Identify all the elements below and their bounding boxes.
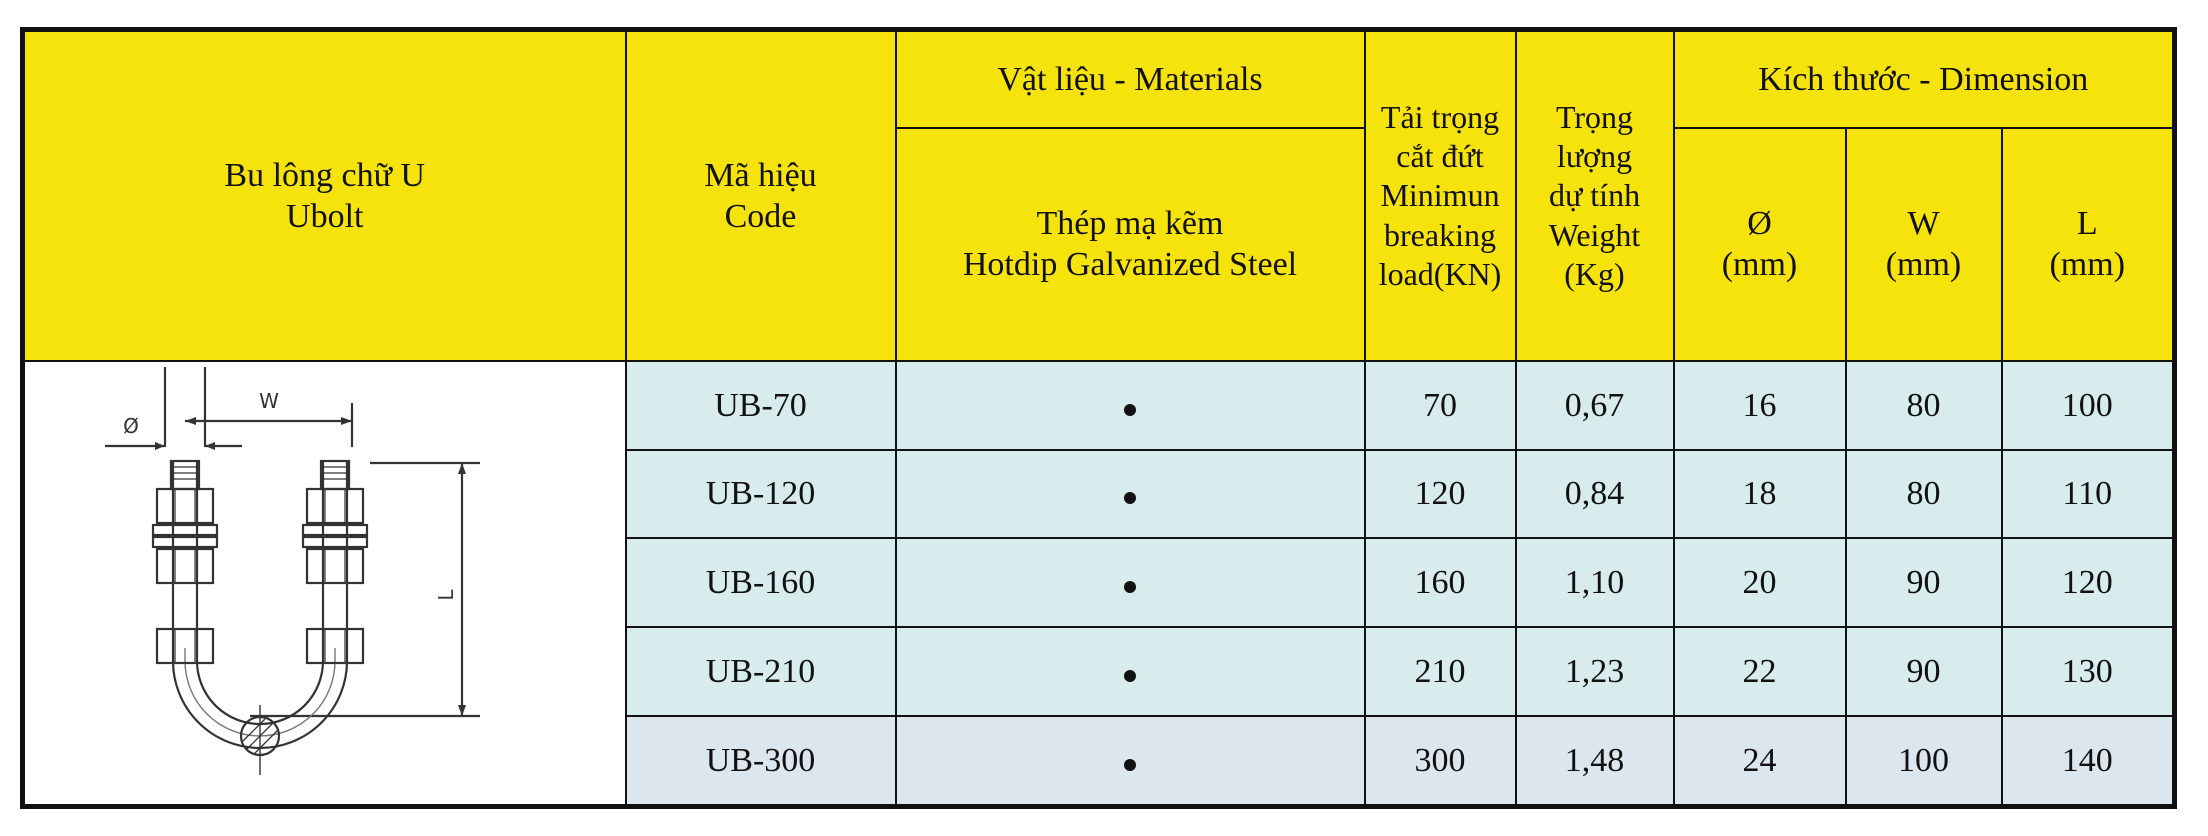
header-material-en: Hotdip Galvanized Steel: [962, 246, 1298, 284]
header-load-line: breaking: [1384, 216, 1496, 253]
ubolt-drawing: [25, 363, 625, 803]
ubolt-drawing-cell: [23, 361, 626, 807]
header-product-en: Ubolt: [286, 197, 364, 235]
row-weight: 1,48: [1516, 716, 1674, 807]
row-code: UB-120: [626, 450, 896, 539]
row-width: 80: [1846, 361, 2002, 450]
header-weight: [1516, 30, 1674, 361]
header-dim-length: [2002, 128, 2175, 361]
row-material-mark: [896, 538, 1365, 627]
bullet-dot: [1124, 670, 1136, 682]
dim-symbol: L: [2076, 204, 2098, 242]
header-code: [626, 30, 896, 361]
header-load-line: Minimun: [1380, 177, 1500, 214]
row-diameter: 16: [1674, 361, 1846, 450]
row-length: 120: [2002, 538, 2175, 627]
header-weight-line: Weight: [1548, 216, 1641, 253]
header-load-line: cắt đứt: [1396, 138, 1484, 175]
row-weight: 0,67: [1516, 361, 1674, 450]
header-dim-diameter: [1674, 128, 1846, 361]
header-material-type: [896, 128, 1365, 361]
header-weight-line: Trọng: [1555, 99, 1634, 136]
row-weight: 0,84: [1516, 450, 1674, 539]
row-load: 160: [1365, 538, 1516, 627]
header-load-line: Tải trọng: [1380, 99, 1500, 136]
row-length: 130: [2002, 627, 2175, 716]
row-width: 80: [1846, 450, 2002, 539]
dim-symbol: W: [1907, 204, 1940, 242]
row-code: UB-300: [626, 716, 896, 807]
row-weight: 1,10: [1516, 538, 1674, 627]
row-length: 110: [2002, 450, 2175, 539]
row-width: 90: [1846, 627, 2002, 716]
row-code: UB-160: [626, 538, 896, 627]
bullet-dot: [1124, 492, 1136, 504]
header-product: [23, 30, 626, 361]
row-material-mark: [896, 716, 1365, 807]
row-diameter: 24: [1674, 716, 1846, 807]
bullet-dot: [1124, 759, 1136, 771]
ubolt-spec-table: [20, 27, 2177, 809]
dim-unit: (mm): [1721, 246, 1798, 284]
header-weight-line: (Kg): [1564, 255, 1625, 292]
row-load: 120: [1365, 450, 1516, 539]
header-weight-line: lượng: [1556, 138, 1633, 175]
header-code-vi: Mã hiệu: [704, 156, 817, 194]
row-length: 100: [2002, 361, 2175, 450]
row-diameter: 18: [1674, 450, 1846, 539]
header-dim-width: [1846, 128, 2002, 361]
row-load: 70: [1365, 361, 1516, 450]
diameter-label: Ø: [123, 413, 139, 438]
row-load: 300: [1365, 716, 1516, 807]
row-material-mark: [896, 361, 1365, 450]
row-code: UB-210: [626, 627, 896, 716]
header-code-en: Code: [724, 197, 797, 235]
header-dimension: Kích thước - Dimension: [1674, 30, 2175, 128]
header-materials: Vật liệu - Materials: [896, 30, 1365, 128]
bullet-dot: [1124, 581, 1136, 593]
dim-unit: (mm): [2049, 246, 2126, 284]
row-diameter: 22: [1674, 627, 1846, 716]
bullet-dot: [1124, 404, 1136, 416]
header-product-vi: Bu lông chữ U: [224, 156, 426, 194]
row-weight: 1,23: [1516, 627, 1674, 716]
row-code: UB-70: [626, 361, 896, 450]
row-material-mark: [896, 450, 1365, 539]
row-load: 210: [1365, 627, 1516, 716]
header-material-vi: Thép mạ kẽm: [1036, 204, 1224, 242]
row-width: 100: [1846, 716, 2002, 807]
header-load: [1365, 30, 1516, 361]
header-load-line: load(KN): [1378, 255, 1502, 292]
header-weight-line: dự tính: [1548, 177, 1641, 214]
width-label: W: [259, 388, 279, 413]
row-material-mark: [896, 627, 1365, 716]
length-label: L: [434, 589, 458, 601]
row-width: 90: [1846, 538, 2002, 627]
row-length: 140: [2002, 716, 2175, 807]
dim-symbol: Ø: [1747, 204, 1772, 242]
row-diameter: 20: [1674, 538, 1846, 627]
dim-unit: (mm): [1885, 246, 1962, 284]
